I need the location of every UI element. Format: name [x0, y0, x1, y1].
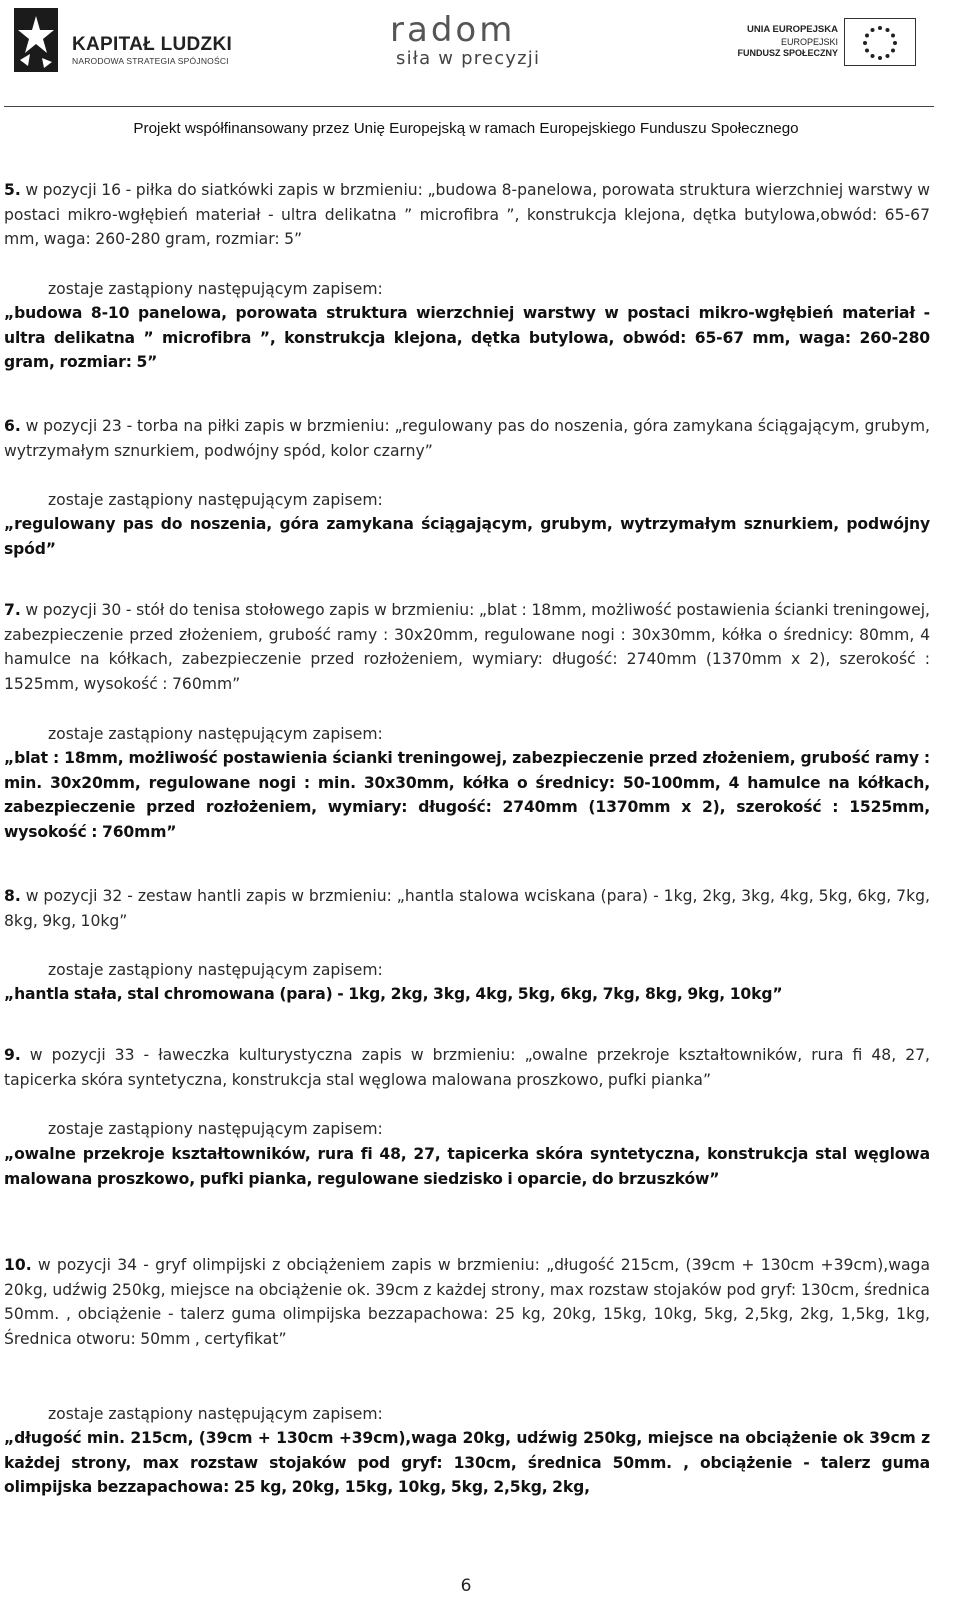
eu-logo-line-1: UNIA EUROPEJSKA — [747, 24, 838, 35]
item-original-text — [4, 1253, 930, 1351]
item-original-text — [4, 884, 930, 933]
kapital-ludzki-emblem-icon — [6, 4, 66, 76]
item-original-text — [4, 598, 930, 696]
replacement-intro: zostaje zastąpiony następującym zapisem: — [48, 280, 383, 298]
item-new-wording: „blat : 18mm, możliwość postawienia ścianki treningowej, zabezpieczenie przed złożeniem, grubość ramy : min. 30x20mm, regulowane nogi : min. 30x30mm, kółka o średnicy: 50-100mm, 4 hamulce na kółkach, zabezpieczenie przed rozłożeniem, wymiary: długość: 2740mm (1370mm x 2), szerokość : 1525mm, wysokość : 760mm” — [4, 749, 930, 841]
project-cofinancing-note: Projekt współfinansowany przez Unię Europejską w ramach Europejskiego Funduszu Społecznego — [133, 120, 799, 137]
header-divider — [4, 106, 934, 107]
eu-flag-icon — [844, 18, 916, 66]
replacement-intro: zostaje zastąpiony następującym zapisem: — [48, 1405, 383, 1423]
kapital-ludzki-title: KAPITAŁ LUDZKI — [72, 34, 233, 55]
item-new-wording: „owalne przekroje kształtowników, rura fi 48, 27, tapicerka skóra syntetyczna, konstrukcja stal węglowa malowana proszkowo, pufki pianka, regulowane siedzisko i oparcie, do brzuszków” — [4, 1145, 930, 1188]
item-original-wording: w pozycji 16 - piłka do siatkówki zapis w brzmieniu: „budowa 8-panelowa, porowata struktura wierzchniej warstwy w postaci mikro-wgłębień materiał - ultra delikatna ” microfibra ”, konstrukcja klejona, dętka butylowa,obwód: 65-67 mm, waga: 260-280 gram, rozmiar: 5” — [4, 181, 930, 248]
radom-logo — [390, 10, 560, 72]
radom-slogan: siła w precyzji — [396, 48, 541, 69]
item-number: 7. — [4, 601, 21, 619]
replacement-intro: zostaje zastąpiony następującym zapisem: — [48, 725, 383, 743]
replacement-intro: zostaje zastąpiony następującym zapisem: — [48, 1120, 383, 1138]
item-original-text — [4, 1043, 930, 1092]
eu-logo-line-2: EUROPEJSKI — [780, 37, 838, 47]
item-new-wording: „budowa 8-10 panelowa, porowata struktura wierzchniej warstwy w postaci mikro-wgłębień materiał - ultra delikatna ” microfibra ”, konstrukcja klejona, dętka butylowa, obwód: 65-67 mm, waga: 260-280 gram, rozmiar: 5” — [4, 304, 930, 371]
item-original-wording: w pozycji 32 - zestaw hantli zapis w brzmieniu: „hantla stalowa wciskana (para) - 1kg, 2kg, 3kg, 4kg, 5kg, 6kg, 7kg, 8kg, 9kg, 10kg” — [4, 887, 930, 930]
item-original-wording: w pozycji 34 - gryf olimpijski z obciążeniem zapis w brzmieniu: „długość 215cm, (39cm + 130cm +39cm),waga 20kg, udźwig 250kg, miejsce na obciążenie ok. 39cm z każdej strony, max rozstaw stojaków pod gryf: 130cm, średnica 50mm. , obciążenie - talerz guma olimpijska bezzapachowa: 25 kg, 20kg, 15kg, 10kg, 5kg, 2,5kg, 2kg, 1,5kg, 1kg, Średnica otworu: 50mm , certyfikat” — [4, 1256, 930, 1348]
item-original-wording: w pozycji 33 - ławeczka kulturystyczna zapis w brzmieniu: „owalne przekroje kształtowników, rura fi 48, 27, tapicerka skóra syntetyczna, konstrukcja stal węglowa malowana proszkowo, pufki pianka” — [4, 1046, 930, 1089]
item-original-wording: w pozycji 30 - stół do tenisa stołowego zapis w brzmieniu: „blat : 18mm, możliwość postawienia ścianki treningowej, zabezpieczenie przed złożeniem, grubość ramy : 30x20mm, regulowane nogi : 30x30mm, kółka o średnicy: 80mm, 4 hamulce na kółkach, zabezpieczenie przed rozłożeniem, wymiary: długość: 2740mm (1370mm x 2), szerokość : 1525mm, wysokość : 760mm” — [4, 601, 930, 693]
item-original-text — [4, 178, 930, 252]
kapital-ludzki-logo — [6, 4, 246, 76]
item-number: 6. — [4, 417, 21, 435]
item-number: 10. — [4, 1256, 32, 1274]
radom-wordmark: radom — [390, 10, 516, 50]
item-number: 8. — [4, 887, 21, 905]
eu-logo-line-3: FUNDUSZ SPOŁECZNY — [737, 48, 838, 58]
item-new-wording: „hantla stała, stal chromowana (para) - 1kg, 2kg, 3kg, 4kg, 5kg, 6kg, 7kg, 8kg, 9kg, 10kg” — [4, 985, 783, 1003]
eu-logo — [730, 16, 920, 72]
item-new-wording: „regulowany pas do noszenia, góra zamykana ściągającym, grubym, wytrzymałym sznurkiem, podwójny spód” — [4, 515, 930, 558]
item-number: 5. — [4, 181, 21, 199]
item-number: 9. — [4, 1046, 21, 1064]
kapital-ludzki-subtitle: NARODOWA STRATEGIA SPÓJNOŚCI — [72, 56, 229, 66]
replacement-intro: zostaje zastąpiony następującym zapisem: — [48, 961, 383, 979]
item-new-wording: „długość min. 215cm, (39cm + 130cm +39cm),waga 20kg, udźwig 250kg, miejsce na obciążenie ok 39cm z każdej strony, max rozstaw stojaków pod gryf: 130cm, średnica 50mm. , obciążenie - talerz guma olimpijska bezzapachowa: 25 kg, 20kg, 15kg, 10kg, 5kg, 2,5kg, 2kg, — [4, 1429, 930, 1496]
item-original-text — [4, 414, 930, 463]
page-number: 6 — [460, 1576, 472, 1596]
replacement-intro: zostaje zastąpiony następującym zapisem: — [48, 491, 383, 509]
item-original-wording: w pozycji 23 - torba na piłki zapis w brzmieniu: „regulowany pas do noszenia, góra zamykana ściągającym, grubym, wytrzymałym sznurkiem, podwójny spód, kolor czarny” — [4, 417, 930, 460]
page-header — [0, 0, 960, 137]
